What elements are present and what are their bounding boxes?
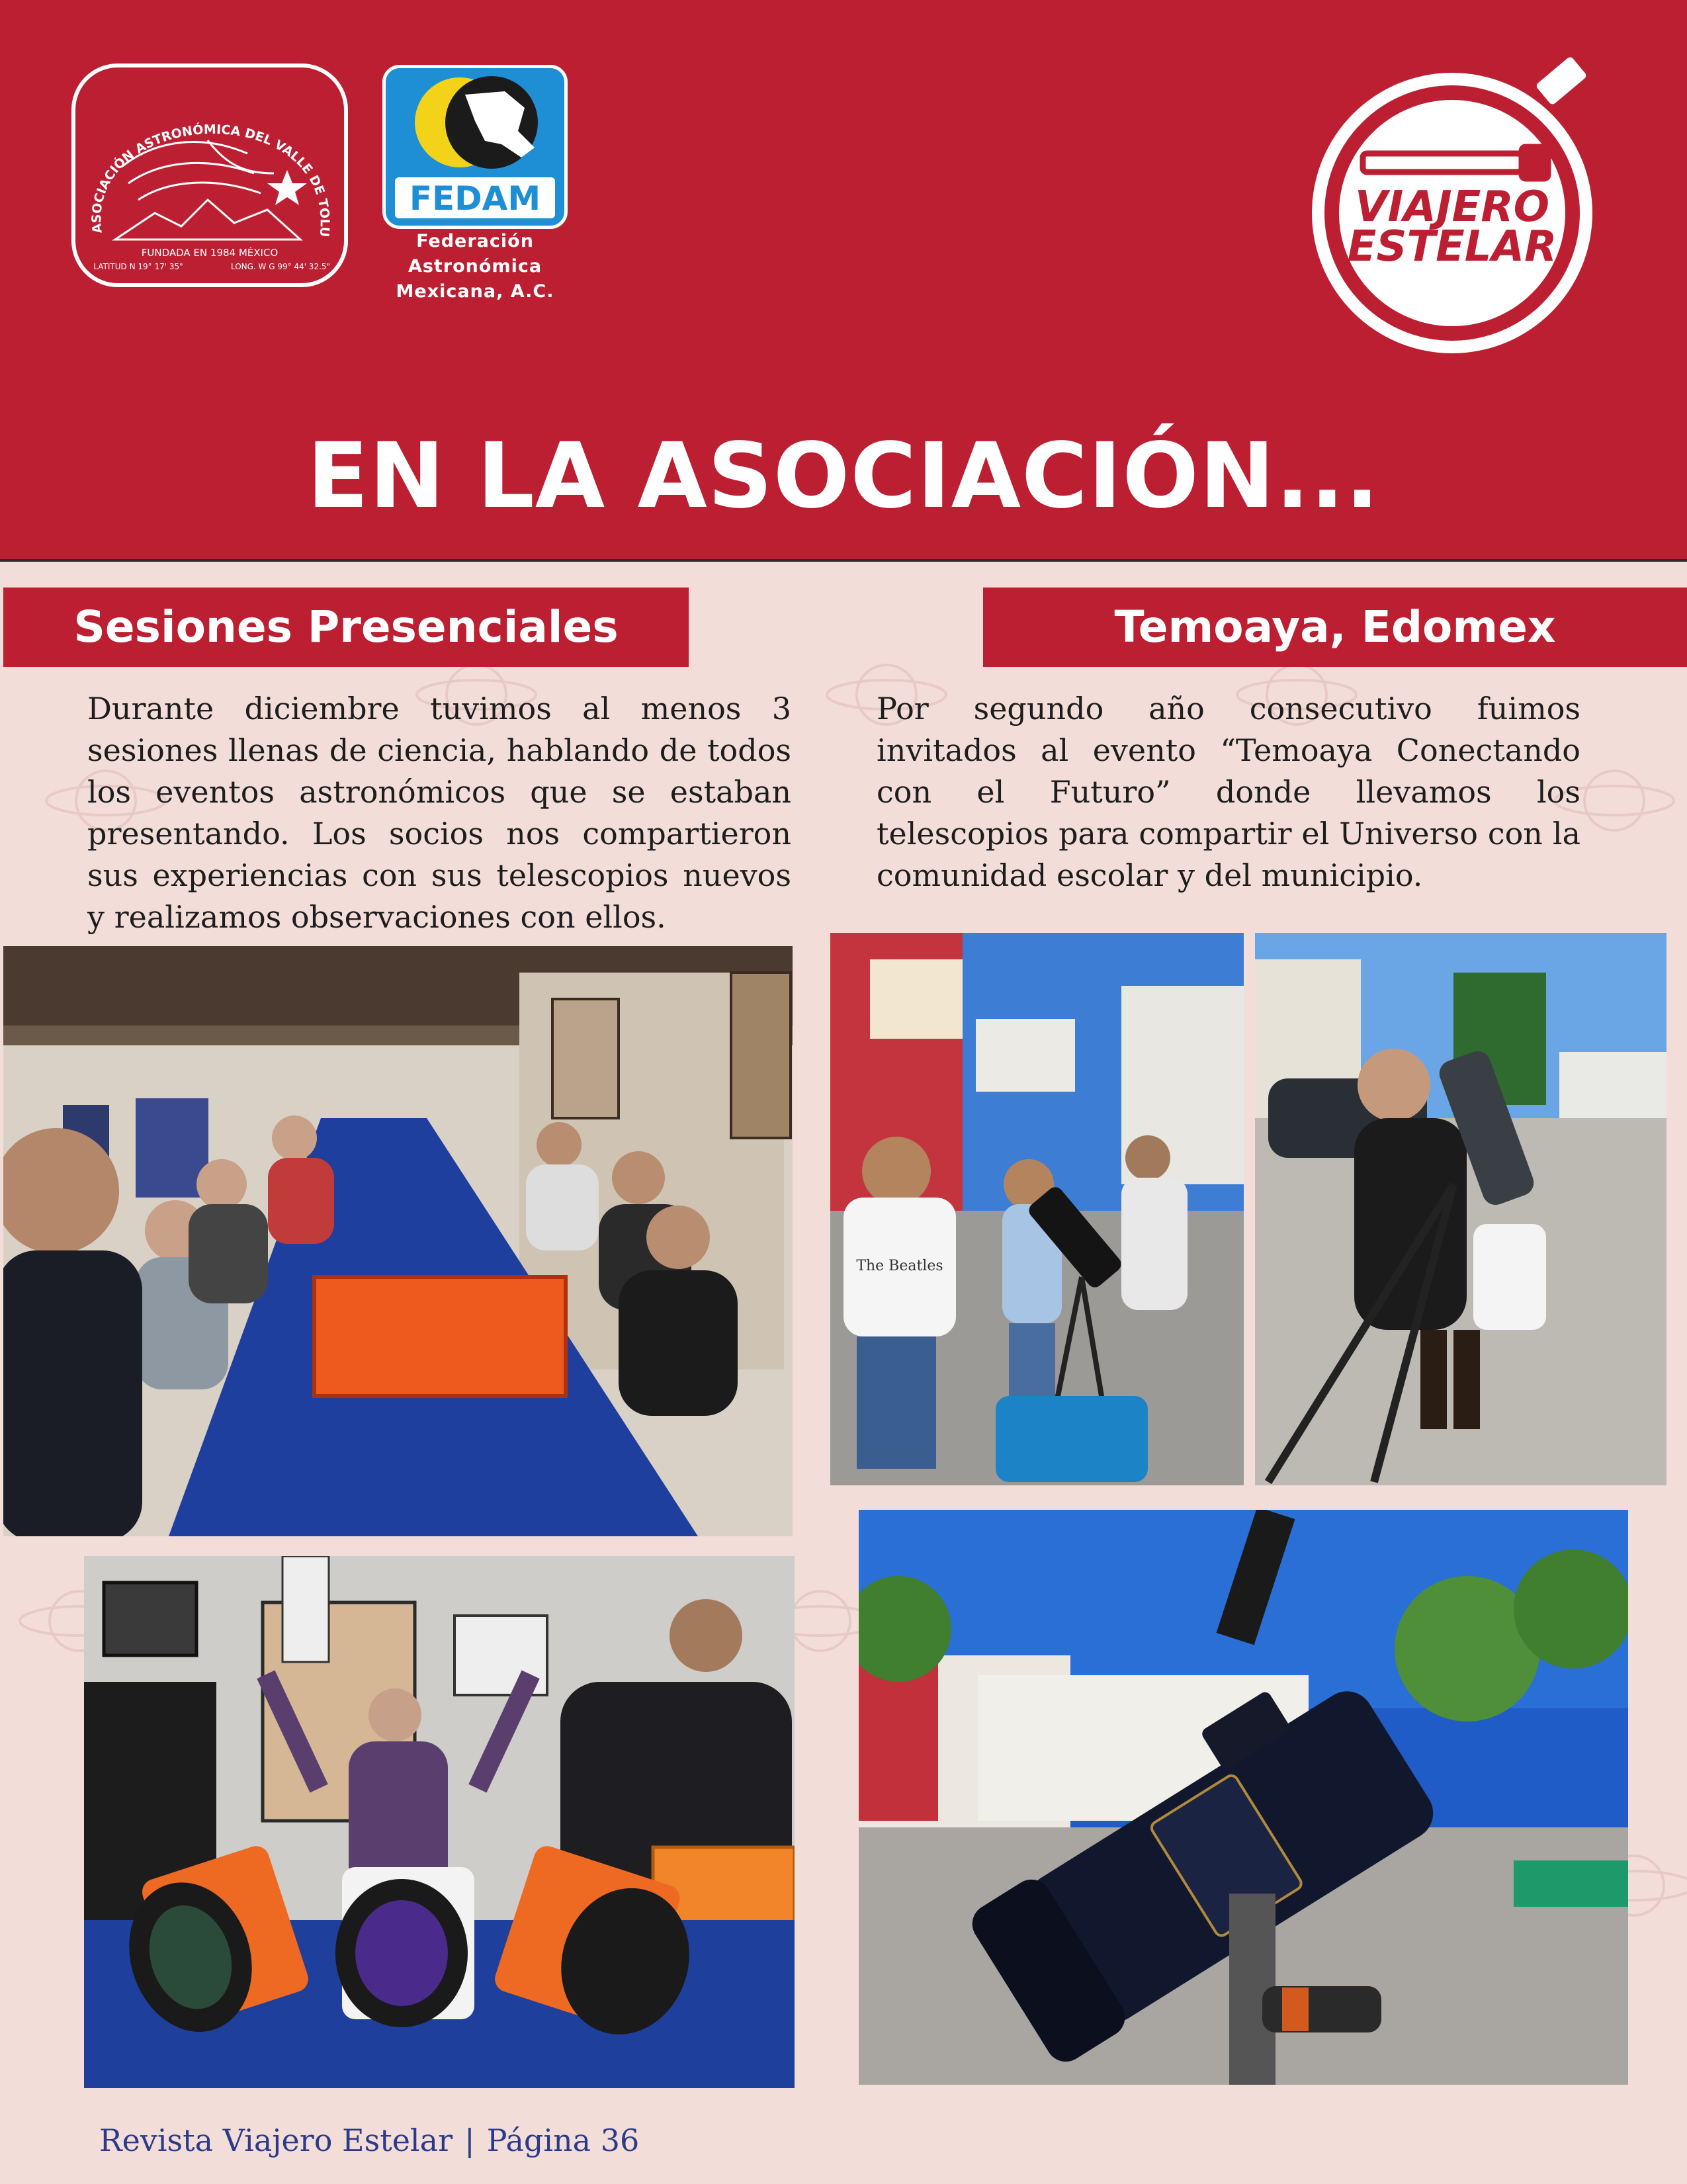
photo-session-telescopes bbox=[84, 1556, 795, 2088]
aavt-logo bbox=[71, 64, 348, 287]
shirt-print-text: The Beatles bbox=[856, 1258, 943, 1274]
footer-page-number: Página 36 bbox=[486, 2122, 640, 2158]
fedam-full-name bbox=[382, 229, 568, 304]
aavt-latitude: LATITUD N 19° 17' 35" bbox=[93, 262, 183, 271]
sesiones-body-text: Durante diciembre tuvimos al menos 3 sesiones llenas de ciencia, hablando de todos los eventos astronómicos que se estaban presentando. Los socios nos compartieron sus experiencias con sus telescopios nuevos y realizamos observaciones con ellos. bbox=[87, 691, 791, 935]
section-heading-temoaya: Temoaya, Edomex bbox=[983, 588, 1687, 667]
aavt-founded: FUNDADA EN 1984 MÉXICO bbox=[141, 247, 279, 259]
temoaya-body-text: Por segundo año consecutivo fuimos invitados al evento “Temoaya Conectando con el Futuro” donde llevamos los telescopios para compartir el Universo con la comunidad escolar y del municipio. bbox=[877, 691, 1580, 893]
fedam-line-2: Astronómica bbox=[408, 256, 542, 277]
aavt-logo-text: ASOCIACIÓN ASTRONÓMICA DEL VALLE DE TOLU bbox=[89, 122, 332, 238]
page-title: EN LA ASOCIACIÓN... bbox=[307, 424, 1380, 529]
photo-session-meeting bbox=[3, 946, 793, 1536]
svg-text:ASOCIACIÓN ASTRONÓMICA DEL VAL bbox=[75, 67, 332, 238]
viajero-estelar-logo bbox=[1303, 48, 1621, 365]
fedam-logo bbox=[382, 65, 568, 229]
footer-magazine-name: Revista Viajero Estelar bbox=[99, 2122, 453, 2158]
viajero-line-2: ESTELAR bbox=[1347, 222, 1557, 271]
header-banner bbox=[0, 0, 1687, 562]
fedam-line-1: Federación bbox=[416, 231, 534, 251]
photo-temoaya-telescope-closeup bbox=[859, 1510, 1628, 2085]
footer-separator: | bbox=[464, 2122, 475, 2158]
page-footer bbox=[99, 2120, 639, 2160]
fedam-line-3: Mexicana, A.C. bbox=[396, 281, 554, 302]
aavt-longitude: LONG. W G 99° 44' 32.5" bbox=[230, 262, 331, 271]
photo-temoaya-woman-telescope bbox=[1255, 933, 1666, 1485]
photo-temoaya-group bbox=[830, 933, 1244, 1485]
viajero-line-1: VIAJERO bbox=[1354, 183, 1550, 232]
section-heading-sesiones: Sesiones Presenciales bbox=[3, 588, 689, 667]
fedam-short: FEDAM bbox=[409, 179, 541, 218]
